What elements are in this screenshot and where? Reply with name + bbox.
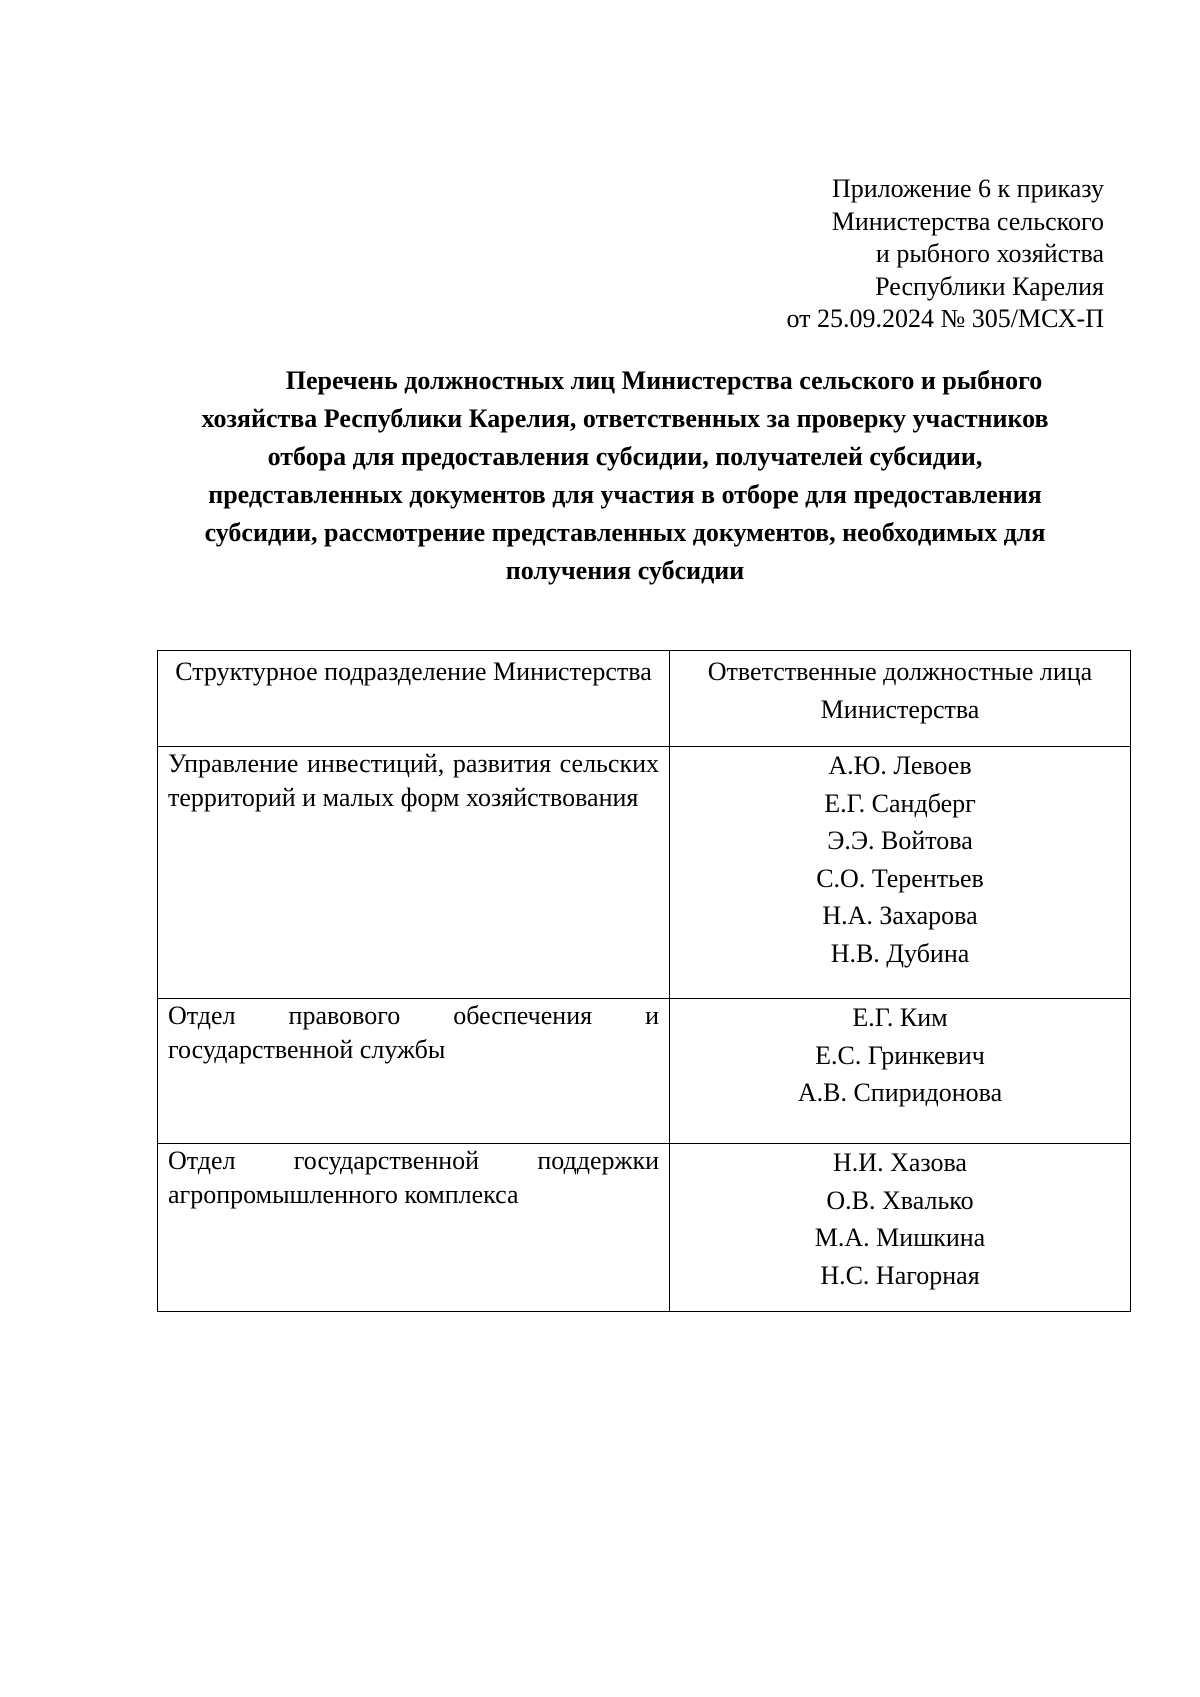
official-name: Е.Г. Сандберг — [824, 788, 976, 818]
appendix-block — [584, 173, 1104, 336]
department-cell: Управление инвестиций, развития сельских территорий и малых форм хозяйствования — [158, 747, 670, 999]
official-name: Н.А. Захарова — [822, 901, 978, 930]
official-name: О.В. Хвалько — [826, 1185, 974, 1215]
header-department: Структурное подразделение Министерства — [158, 651, 670, 747]
official-name: М.А. Мишкина — [814, 1223, 986, 1252]
officials-cell — [670, 1144, 1131, 1312]
title-line: хозяйства Республики Карелия, ответственных за проверку участников — [201, 404, 1049, 433]
official-name: Н.И. Хазова — [833, 1148, 967, 1177]
title-line: субсидии, рассмотрение представленных документов, необходимых для — [204, 518, 1046, 547]
official-name: Н.В. Дубина — [830, 938, 970, 968]
official-name: Н.С. Нагорная — [820, 1260, 980, 1290]
appendix-order-number: от 25.09.2024 № 305/МСХ-П — [786, 304, 1104, 333]
official-name: Е.Г. Ким — [852, 1003, 948, 1032]
title-line: отбора для предоставления субсидии, получателей субсидии, — [267, 442, 983, 471]
officials-cell — [670, 747, 1131, 999]
header-officials: Ответственные должностные лица Министерства — [670, 651, 1131, 747]
official-name: Е.С. Гринкевич — [815, 1040, 985, 1070]
official-name: А.Ю. Левоев — [828, 751, 972, 780]
department-cell: Отдел государственной поддержки агропромышленного комплекса — [158, 1144, 670, 1312]
table-header-row — [158, 651, 1131, 747]
table-row — [158, 999, 1131, 1144]
official-name: Э.Э. Войтова — [827, 826, 973, 855]
document-title — [150, 362, 1100, 590]
table-row — [158, 1144, 1131, 1312]
appendix-line: Министерства сельского — [831, 206, 1104, 236]
official-name: А.В. Спиридонова — [797, 1078, 1003, 1107]
title-line: представленных документов для участия в отборе для предоставления — [208, 480, 1042, 509]
official-name: С.О. Терентьев — [816, 863, 984, 893]
department-cell: Отдел правового обеспечения и государственной службы — [158, 999, 670, 1144]
officials-cell — [670, 999, 1131, 1144]
title-line: получения субсидии — [505, 556, 745, 585]
appendix-line: и рыбного хозяйства — [875, 239, 1104, 268]
appendix-line: Приложение 6 к приказу — [831, 174, 1104, 203]
title-line: Перечень должностных лиц Министерства сельского и рыбного — [285, 366, 1043, 395]
officials-table — [157, 650, 1131, 1312]
appendix-line: Республики Карелия — [875, 271, 1104, 301]
table-row — [158, 747, 1131, 999]
